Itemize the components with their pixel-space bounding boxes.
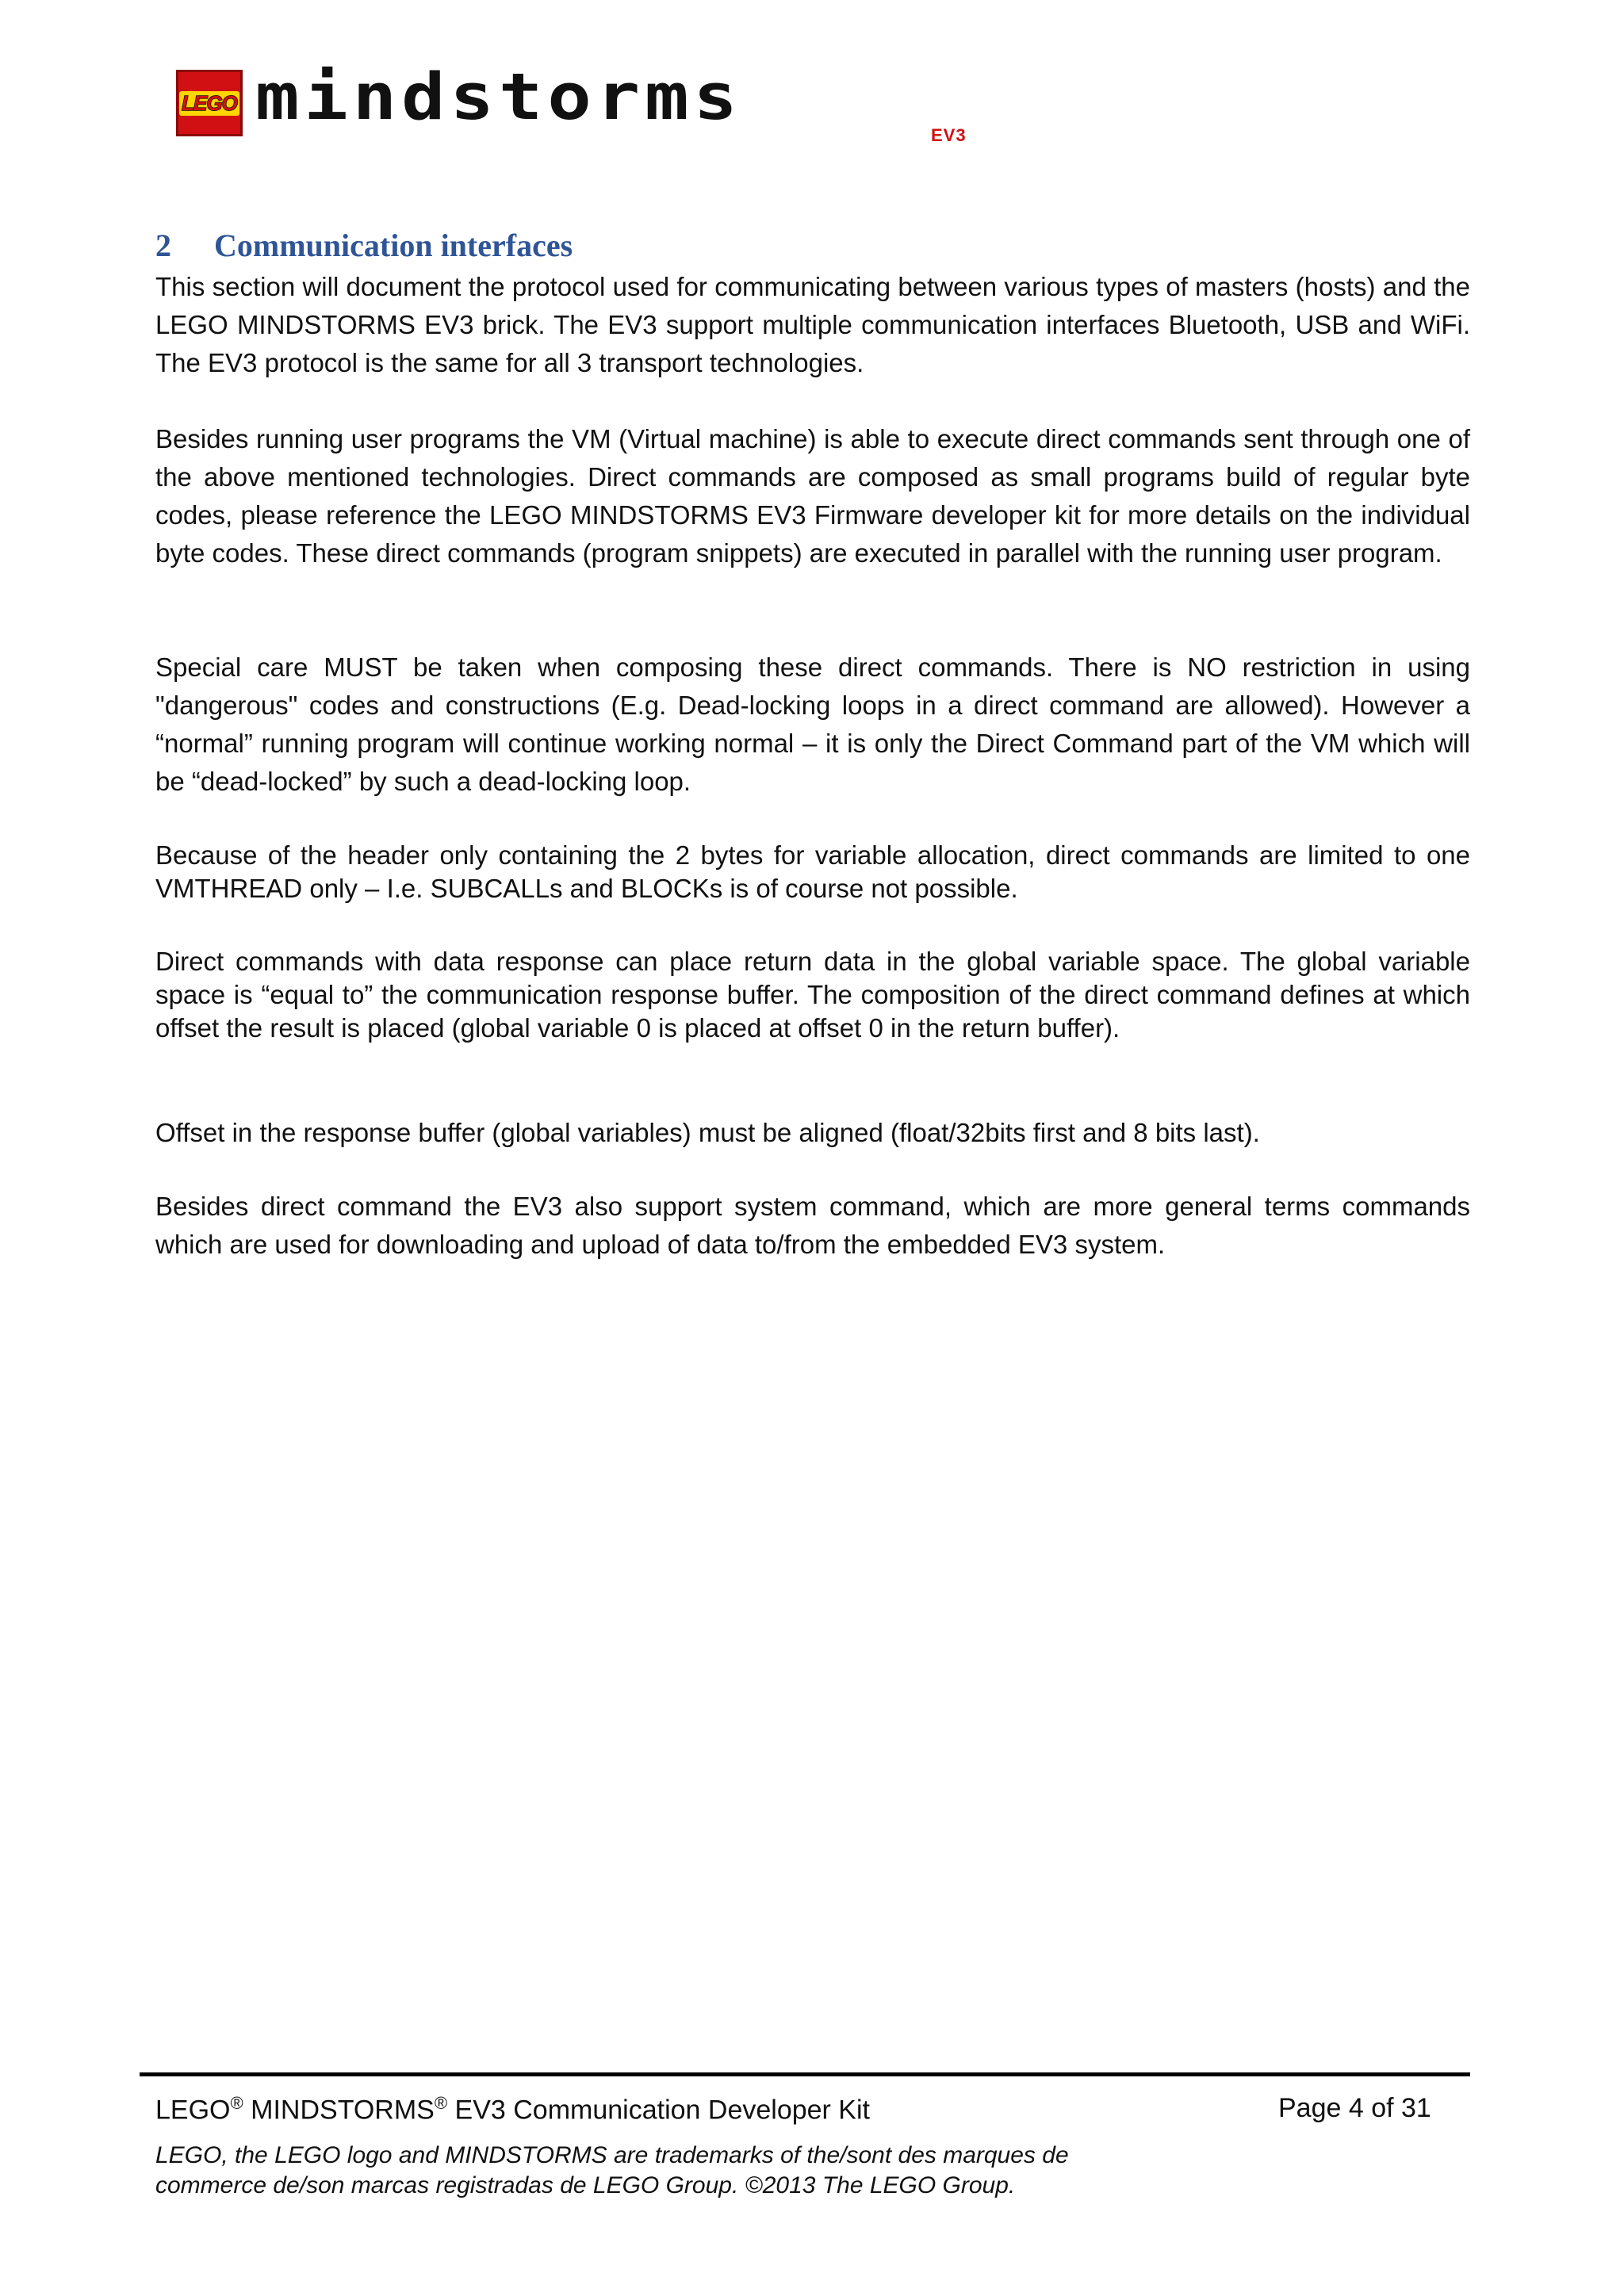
paragraph-direct-commands: Besides running user programs the VM (Virtual machine) is able to execute direct commands sent through one of the above mentioned technologies. Direct commands are composed as small programs build of regular byte codes, please reference the LEGO MINDSTORMS EV3 Firmware developer kit for more details on the individual byte codes. These direct commands (program snippets) are executed in parallel with the running user program. <box>155 424 1470 568</box>
paragraph-special-care: Special care MUST be taken when composing these direct commands. There is NO restriction in using "dangerous" codes and constructions (E.g. Dead-locking loops in a direct command are allowed). However a “normal” running program will continue working normal – it is only the Direct Command part of the VM which will be “dead-locked” by such a dead-locking loop. <box>155 652 1470 796</box>
lego-logo-text: LEGO <box>179 91 239 116</box>
footer-title-mindstorms: MINDSTORMS <box>243 2095 435 2126</box>
section-title: Communication interfaces <box>214 228 573 263</box>
paragraph-data-response: Direct commands with data response can place return data in the global variable space. The global variable space is “equal to” the communication response buffer. The composition of the direct command defines at which offset the result is placed (global variable 0 is placed at offset 0 in the return buffer). <box>155 947 1470 1043</box>
trademark-line-2: commerce de/son marcas registradas de LEGO Group. ©2013 The LEGO Group. <box>155 2172 1016 2198</box>
page-number: Page 4 of 31 <box>1278 2093 1431 2123</box>
paragraph-offset-alignment: Offset in the response buffer (global variables) must be aligned (float/32bits first and 8 bits last). <box>155 1118 1260 1147</box>
lego-mindstorms-logo <box>176 59 967 146</box>
mindstorms-wordmark: mindstorms <box>255 59 742 135</box>
trademark-line-1: LEGO, the LEGO logo and MINDSTORMS are trademarks of the/sont des marques de <box>155 2142 1069 2168</box>
section-number: 2 <box>155 228 171 263</box>
paragraph-header-limit: Because of the header only containing the 2 bytes for variable allocation, direct commands are limited to one VMTHREAD only – I.e. SUBCALLs and BLOCKs is of course not possible. <box>155 840 1470 903</box>
paragraph-intro: This section will document the protocol used for communicating between various types of masters (hosts) and the LEGO MINDSTORMS EV3 brick. The EV3 support multiple communication interfaces Bluetooth, USB and WiFi. The EV3 protocol is the same for all 3 transport technologies. <box>155 272 1470 377</box>
footer-title-lego: LEGO <box>155 2095 231 2126</box>
registered-mark: ® <box>230 2093 243 2113</box>
trademark-notice <box>155 2141 1266 2201</box>
footer-divider <box>140 2072 1470 2076</box>
registered-mark: ® <box>434 2093 448 2113</box>
footer-title-rest: EV3 Communication Developer Kit <box>447 2095 870 2126</box>
section-heading <box>155 227 573 264</box>
lego-logo-badge <box>176 70 243 136</box>
paragraph-system-commands: Besides direct command the EV3 also support system command, which are more general terms commands which are used for downloading and upload of data to/from the embedded EV3 system. <box>155 1192 1470 1259</box>
footer-document-title <box>155 2093 870 2126</box>
ev3-logo-label: EV3 <box>931 125 967 145</box>
